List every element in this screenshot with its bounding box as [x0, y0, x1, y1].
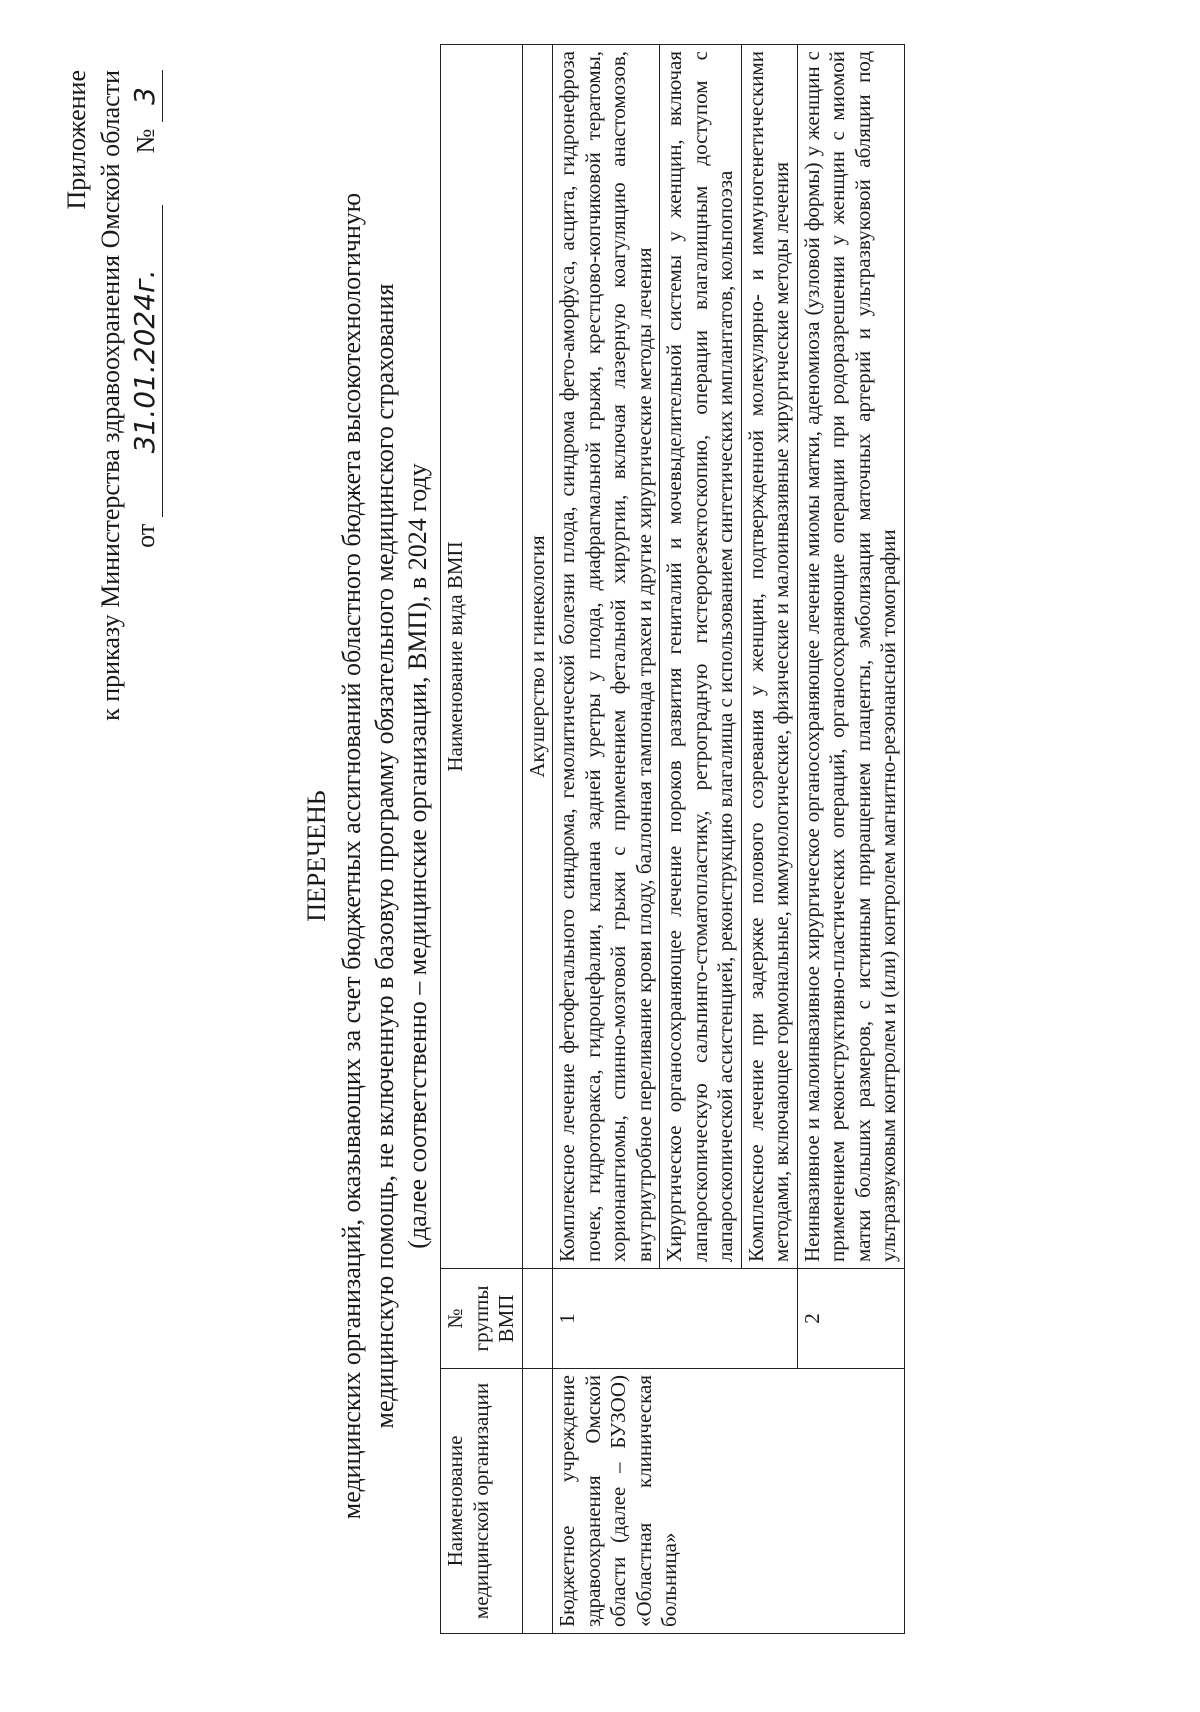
section-row [522, 45, 553, 1634]
section-empty-group [522, 1269, 553, 1369]
table-header-row [441, 45, 523, 1634]
from-label: от [131, 523, 160, 548]
group-number-1: 1 [553, 1269, 798, 1369]
order-date: 31.01.2024г. [128, 205, 163, 517]
title-line-2: медицинскую помощь, не включенную в базовую программу обязательного медицинского страхования [370, 283, 399, 1429]
org-name-cell: Бюджетное учреждение здравоохранения Омской области (далее – БУЗОО) «Областная клиническая больница» [553, 1369, 905, 1634]
title-line-1: медицинских организаций, оказывающих за счет бюджетных ассигнований областного бюджета высокотехнологичную [337, 192, 366, 1520]
vmp-name-cell: Неинвазивное и малоинвазивное хирургическое органосохраняющее лечение миомы матки, аденомиоза (узловой формы) у женщин с применением реконструктивно-пластических операций, органосохраняющие операции при родоразрешении у женщин с миомой матки больших размеров, с истинным приращением плаценты, эмболизации маточных артерий и ультразвуковой абляции под ультразвуковым контролем и (или) контролем магнитно-резонансной томографии [797, 45, 904, 1269]
title-heading: ПЕРЕЧЕНЬ [302, 790, 331, 922]
section-title: Акушерство и гинекология [522, 45, 553, 1269]
header-name: Наименование вида ВМП [441, 45, 523, 1269]
vmp-table [440, 44, 905, 1634]
section-empty-org [522, 1369, 553, 1634]
vmp-name-cell: Хирургическое органосохраняющее лечение пороков развития гениталий и мочевыделительной системы у женщин, включая лапароскопическую сальпинго-стоматопластику, ретроградную гистерорезектоскопию, операции влагалищным доступом с лапароскопической ассистенцией, реконструкцию влагалища с использованием синтетических имплантатов, кольпопоэза [660, 45, 742, 1269]
order-number: 3 [128, 70, 163, 122]
appendix-order-ref: к приказу Министерства здравоохранения Омской области [96, 70, 125, 721]
number-label: № [131, 128, 160, 154]
vmp-name-cell: Комплексное лечение при задержке полового созревания у женщин, подтвержденной молекулярно- и иммуногенетическими методами, включающее гормональные, иммунологические, физические и малоинвазивные хирургические методы лечения [741, 45, 797, 1269]
appendix-block [60, 70, 163, 721]
group-number-2: 2 [797, 1269, 904, 1369]
appendix-title: Приложение [62, 70, 91, 210]
header-group: № группы ВМП [441, 1269, 523, 1369]
table-row [553, 45, 660, 1634]
vmp-name-cell: Комплексное лечение фетофетального синдрома, гемолитической болезни плода, синдрома фето-аморфуса, асцита, гидронефроза почек, гидроторакса, гидроцефалии, клапана задней уретры у плода, диафрагмальной грыжи, крестцово-копчиковой тератомы, хорионангиомы, спинно-мозговой грыжи с применением фетальной хирургии, включая лазерную коагуляцию анастомозов, внутриутробное переливание крови плоду, баллонная тампонада трахеи и другие хирургические методы лечения [553, 45, 660, 1269]
appendix-date-number [128, 70, 163, 721]
title-line-3: (далее соответственно – медицинские организации, ВМП), в 2024 году [403, 463, 432, 1249]
document-title [300, 0, 434, 1712]
header-org: Наименование медицинской организации [441, 1369, 523, 1634]
